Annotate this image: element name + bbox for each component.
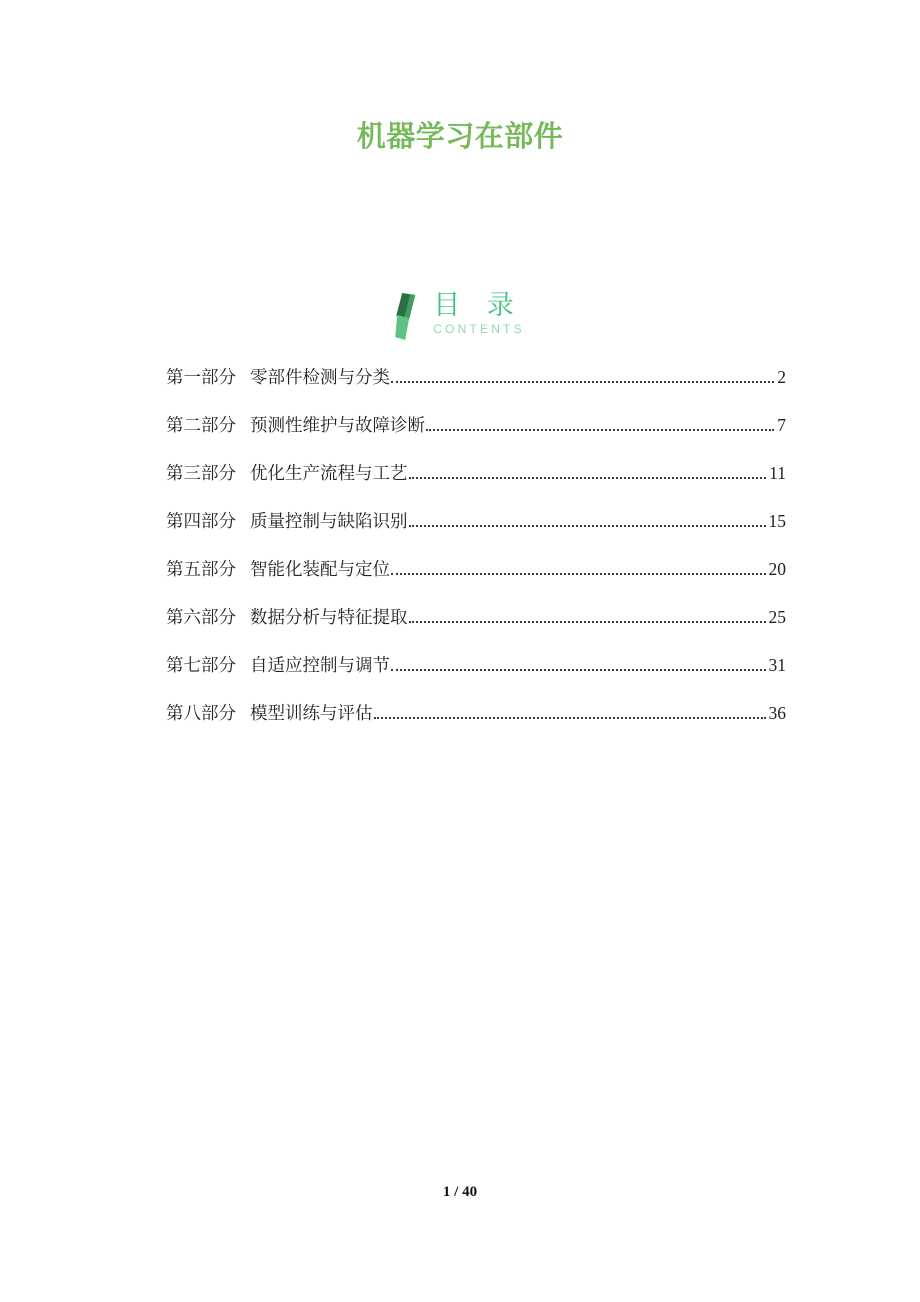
toc-dotted-leader bbox=[409, 525, 766, 527]
toc-part-label: 第七部分 bbox=[166, 655, 236, 675]
toc-dotted-leader bbox=[409, 477, 767, 479]
toc-page-number: 20 bbox=[768, 559, 786, 579]
toc-dotted-leader bbox=[409, 621, 766, 623]
toc-entry-3[interactable] bbox=[166, 460, 786, 508]
toc-part-label: 第二部分 bbox=[166, 415, 236, 435]
toc-page-number: 11 bbox=[769, 463, 786, 483]
toc-entry-4[interactable] bbox=[166, 508, 786, 556]
toc-page-number: 2 bbox=[777, 367, 786, 387]
toc-dotted-leader bbox=[391, 381, 774, 383]
toc-dotted-leader bbox=[391, 573, 766, 575]
toc-entry-5[interactable] bbox=[166, 556, 786, 604]
toc-page-number: 15 bbox=[768, 511, 786, 531]
toc-entry-7[interactable] bbox=[166, 652, 786, 700]
toc-title: 目 录 bbox=[433, 290, 523, 321]
toc-part-label: 第五部分 bbox=[166, 559, 236, 579]
toc-page-number: 31 bbox=[768, 655, 786, 675]
toc-chapter-title: 自适应控制与调节 bbox=[250, 655, 390, 675]
toc-entry-6[interactable] bbox=[166, 604, 786, 652]
toc-entry-1[interactable] bbox=[166, 364, 786, 412]
toc-entry-2[interactable] bbox=[166, 412, 786, 460]
toc-page-number: 25 bbox=[768, 607, 786, 627]
toc-page-number: 7 bbox=[777, 415, 786, 435]
toc-part-label: 第一部分 bbox=[166, 367, 236, 387]
toc-subtitle: CONTENTS bbox=[433, 322, 525, 336]
page-footer bbox=[0, 1184, 920, 1201]
toc-page-number: 36 bbox=[768, 703, 786, 723]
toc-chapter-title: 数据分析与特征提取 bbox=[250, 607, 408, 627]
toc-header-text bbox=[433, 291, 525, 336]
toc-chapter-title: 零部件检测与分类 bbox=[250, 367, 390, 387]
toc-chapter-title: 智能化装配与定位 bbox=[250, 559, 390, 579]
document-title: 机器学习在部件 bbox=[356, 119, 564, 153]
toc-chapter-title: 优化生产流程与工艺 bbox=[250, 463, 408, 483]
toc-dotted-leader bbox=[426, 429, 774, 431]
toc-chapter-title: 模型训练与评估 bbox=[250, 703, 373, 723]
toc-dotted-leader bbox=[374, 717, 766, 719]
toc-list bbox=[166, 364, 786, 748]
toc-chapter-title: 预测性维护与故障诊断 bbox=[250, 415, 425, 435]
brush-stroke-icon bbox=[395, 293, 419, 342]
toc-part-label: 第四部分 bbox=[166, 511, 236, 531]
toc-entry-8[interactable] bbox=[166, 700, 786, 748]
toc-part-label: 第八部分 bbox=[166, 703, 236, 723]
toc-part-label: 第三部分 bbox=[166, 463, 236, 483]
toc-chapter-title: 质量控制与缺陷识别 bbox=[250, 511, 408, 531]
page-number-indicator: 1 / 40 bbox=[442, 1184, 478, 1200]
toc-dotted-leader bbox=[391, 669, 766, 671]
toc-header bbox=[395, 291, 525, 342]
toc-part-label: 第六部分 bbox=[166, 607, 236, 627]
